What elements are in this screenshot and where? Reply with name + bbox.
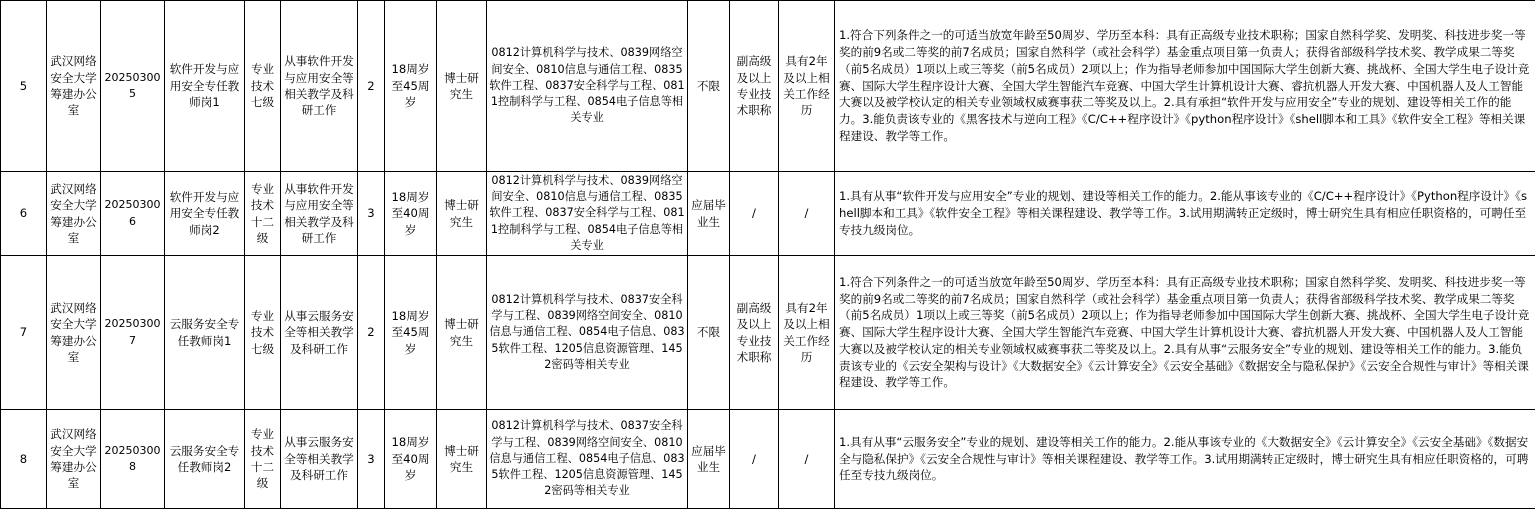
recruiting-unit: 武汉网络安全大学筹建办公室	[47, 172, 101, 256]
major-requirement: 0812计算机科学与技术、0839网络空间安全、0810信息与通信工程、0835软件工程、0837安全科学与工程、0811控制科学与工程、0854电子信息等相关专业	[487, 172, 688, 256]
post-name: 云服务安全专任教师岗2	[165, 410, 245, 509]
table-row	[1, 410, 1535, 509]
age-requirement: 18周岁至40周岁	[385, 172, 437, 256]
post-name: 云服务安全专任教师岗1	[165, 256, 245, 410]
post-level: 专业技术七级	[245, 256, 281, 410]
age-requirement: 18周岁至45周岁	[385, 1, 437, 172]
row-index: 7	[1, 256, 47, 410]
other-conditions: 1.符合下列条件之一的可适当放宽年龄至50周岁、学历至本科：具有正高级专业技术职称；国家自然科学奖、发明奖、科技进步奖一等奖的前9名或二等奖的前7名成员；国家自然科学（或社会科学）基金重点项目第一负责人；获得省部级科学技术奖、教学成果二等奖（前5名成员）1项以上或三等奖（前5名成员）2项以上；作为指导老师参加中国国际大学生创新大赛、挑战杯、全国大学生电子设计竞赛、国际大学生程序设计大赛、全国大学生智能汽车竞赛、中国大学生计算机设计大赛、睿抗机器人开发大赛、中国机器人及人工智能大赛以及被学校认定的相关专业领域权威赛事获二等奖及以上。2.具有从事“云服务安全”专业的规划、建设等相关工作的能力。3.能负责该专业的《云安全架构与设计》《大数据安全》《云计算安全》《云安全基础》《数据安全与隐私保护》《云安全合规性与审计》等相关课程建设、教学等工作。	[835, 256, 1535, 410]
other-conditions: 1.具有从事“云服务安全”专业的规划、建设等相关工作的能力。2.能从事该专业的《大数据安全》《云计算安全》《云安全基础》《数据安全与隐私保护》《云安全合规性与审计》等相关课程建设、教学等工作。3.试用期满转正定级时，博士研究生具有相应任职资格的，可聘任至专技九级岗位。	[835, 410, 1535, 509]
table-row	[1, 1, 1535, 172]
post-name: 软件开发与应用安全专任教师岗1	[165, 1, 245, 172]
experience-requirement: /	[779, 410, 835, 509]
post-level: 专业技术十二级	[245, 172, 281, 256]
post-code: 202503005	[101, 1, 165, 172]
major-requirement: 0812计算机科学与技术、0837安全科学与工程、0839网络空间安全、0810信息与通信工程、0854电子信息、0835软件工程、1205信息资源管理、1452密码等相关专业	[487, 256, 688, 410]
hire-count: 3	[358, 172, 385, 256]
recruiting-unit: 武汉网络安全大学筹建办公室	[47, 410, 101, 509]
hire-count: 2	[358, 256, 385, 410]
other-conditions: 1.具有从事“软件开发与应用安全”专业的规划、建设等相关工作的能力。2.能从事该专业的《C/C++程序设计》《Python程序设计》《shell脚本和工具》《软件安全工程》等相关课程建设、教学等工作。3.试用期满转正定级时，博士研究生具有相应任职资格的，可聘任至专技九级岗位。	[835, 172, 1535, 256]
post-level: 专业技术七级	[245, 1, 281, 172]
degree-requirement: 博士研究生	[437, 410, 487, 509]
post-code: 202503008	[101, 410, 165, 509]
table-row	[1, 256, 1535, 410]
experience-requirement: /	[779, 172, 835, 256]
post-code: 202503007	[101, 256, 165, 410]
experience-requirement: 具有2年及以上相关工作经历	[779, 256, 835, 410]
hire-count: 2	[358, 1, 385, 172]
degree-requirement: 博士研究生	[437, 172, 487, 256]
candidate-type: 应届毕业生	[688, 410, 730, 509]
age-requirement: 18周岁至45周岁	[385, 256, 437, 410]
title-requirement: /	[730, 410, 779, 509]
post-level: 专业技术十二级	[245, 410, 281, 509]
post-duty: 从事软件开发与应用安全等相关教学及科研工作	[281, 1, 358, 172]
hire-count: 3	[358, 410, 385, 509]
title-requirement: 副高级及以上专业技术职称	[730, 1, 779, 172]
row-index: 5	[1, 1, 47, 172]
post-duty: 从事软件开发与应用安全等相关教学及科研工作	[281, 172, 358, 256]
major-requirement: 0812计算机科学与技术、0839网络空间安全、0810信息与通信工程、0835软件工程、0837安全科学与工程、0811控制科学与工程、0854电子信息等相关专业	[487, 1, 688, 172]
major-requirement: 0812计算机科学与技术、0837安全科学与工程、0839网络空间安全、0810信息与通信工程、0854电子信息、0835软件工程、1205信息资源管理、1452密码等相关专业	[487, 410, 688, 509]
post-duty: 从事云服务安全等相关教学及科研工作	[281, 410, 358, 509]
candidate-type: 不限	[688, 1, 730, 172]
row-index: 6	[1, 172, 47, 256]
recruiting-unit: 武汉网络安全大学筹建办公室	[47, 256, 101, 410]
candidate-type: 不限	[688, 256, 730, 410]
title-requirement: /	[730, 172, 779, 256]
degree-requirement: 博士研究生	[437, 1, 487, 172]
age-requirement: 18周岁至40周岁	[385, 410, 437, 509]
experience-requirement: 具有2年及以上相关工作经历	[779, 1, 835, 172]
post-code: 202503006	[101, 172, 165, 256]
degree-requirement: 博士研究生	[437, 256, 487, 410]
title-requirement: 副高级及以上专业技术职称	[730, 256, 779, 410]
candidate-type: 应届毕业生	[688, 172, 730, 256]
table-row	[1, 172, 1535, 256]
post-duty: 从事云服务安全等相关教学及科研工作	[281, 256, 358, 410]
post-name: 软件开发与应用安全专任教师岗2	[165, 172, 245, 256]
row-index: 8	[1, 410, 47, 509]
recruiting-unit: 武汉网络安全大学筹建办公室	[47, 1, 101, 172]
other-conditions: 1.符合下列条件之一的可适当放宽年龄至50周岁、学历至本科：具有正高级专业技术职称；国家自然科学奖、发明奖、科技进步奖一等奖的前9名或二等奖的前7名成员；国家自然科学（或社会科学）基金重点项目第一负责人；获得省部级科学技术奖、教学成果二等奖（前5名成员）1项以上或三等奖（前5名成员）2项以上；作为指导老师参加中国国际大学生创新大赛、挑战杯、全国大学生电子设计竞赛、国际大学生程序设计大赛、全国大学生智能汽车竞赛、中国大学生计算机设计大赛、睿抗机器人开发大赛、中国机器人及人工智能大赛以及被学校认定的相关专业领域权威赛事获二等奖及以上。2.具有承担“软件开发与应用安全”专业的规划、建设等相关工作的能力。3.能负责该专业的《黑客技术与逆向工程》《C/C++程序设计》《python程序设计》《shell脚本和工具》《软件安全工程》等相关课程建设、教学等工作。	[835, 1, 1535, 172]
